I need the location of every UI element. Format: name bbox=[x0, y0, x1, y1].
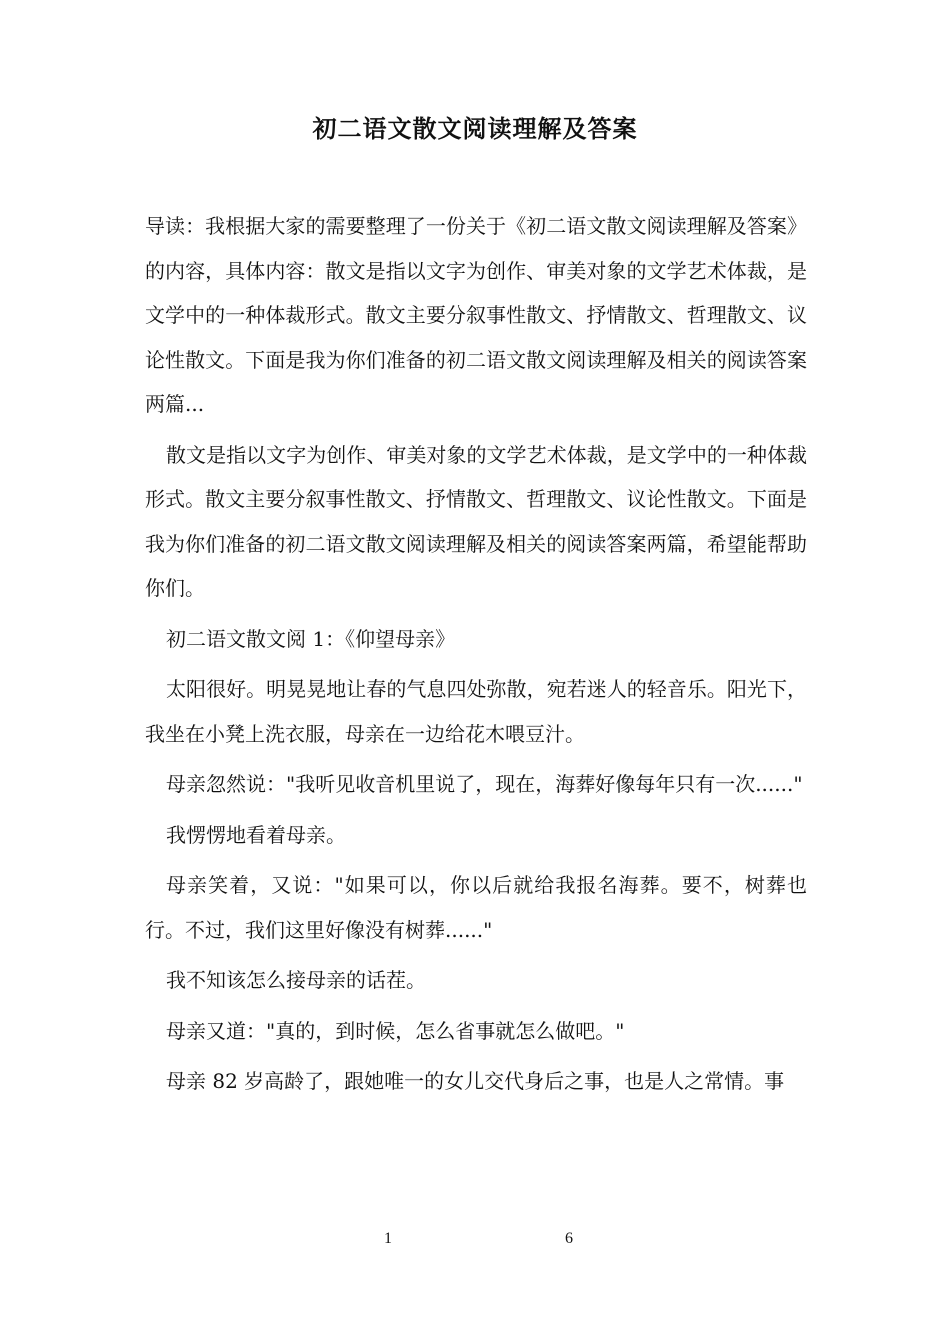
document-body bbox=[145, 204, 807, 1110]
page-number: 1 bbox=[384, 1230, 392, 1247]
paragraph: 母亲笑着，又说："如果可以，你以后就给我报名海葬。要不，树葬也行。不过，我们这里好像没有树葬......" bbox=[145, 873, 807, 942]
paragraph: 我不知该怎么接母亲的话茬。 bbox=[166, 968, 426, 992]
total-pages: 6 bbox=[565, 1230, 573, 1247]
paragraph: 母亲忽然说："我听见收音机里说了，现在，海葬好像每年只有一次......" bbox=[166, 772, 803, 796]
paragraph-intro: 导读：我根据大家的需要整理了一份关于《初二语文散文阅读理解及答案》的内容，具体内容：散文是指以文字为创作、审美对象的文学艺术体裁，是文学中的一种体裁形式。散文主要分叙事性散文、抒情散文、哲理散文、议论性散文。下面是我为你们准备的初二语文散文阅读理解及相关的阅读答案两篇... bbox=[145, 214, 807, 416]
paragraph: 我愣愣地看着母亲。 bbox=[166, 822, 346, 847]
section-heading: 初二语文散文阅 1：《仰望母亲》 bbox=[166, 626, 456, 651]
paragraph: 太阳很好。明晃晃地让春的气息四处弥散，宛若迷人的轻音乐。阳光下，我坐在小凳上洗衣服，母亲在一边给花木喂豆汁。 bbox=[145, 677, 807, 746]
paragraph: 母亲 82 岁高龄了，跟她唯一的女儿交代身后之事，也是人之常情。事 bbox=[166, 1069, 785, 1093]
document-title: 初二语文散文阅读理解及答案 bbox=[312, 114, 638, 143]
paragraph: 散文是指以文字为创作、审美对象的文学艺术体裁，是文学中的一种体裁形式。散文主要分叙事性散文、抒情散文、哲理散文、议论性散文。下面是我为你们准备的初二语文散文阅读理解及相关的阅读答案两篇，希望能帮助你们。 bbox=[145, 442, 807, 600]
paragraph: 母亲又道："真的，到时候，怎么省事就怎么做吧。" bbox=[166, 1018, 625, 1043]
